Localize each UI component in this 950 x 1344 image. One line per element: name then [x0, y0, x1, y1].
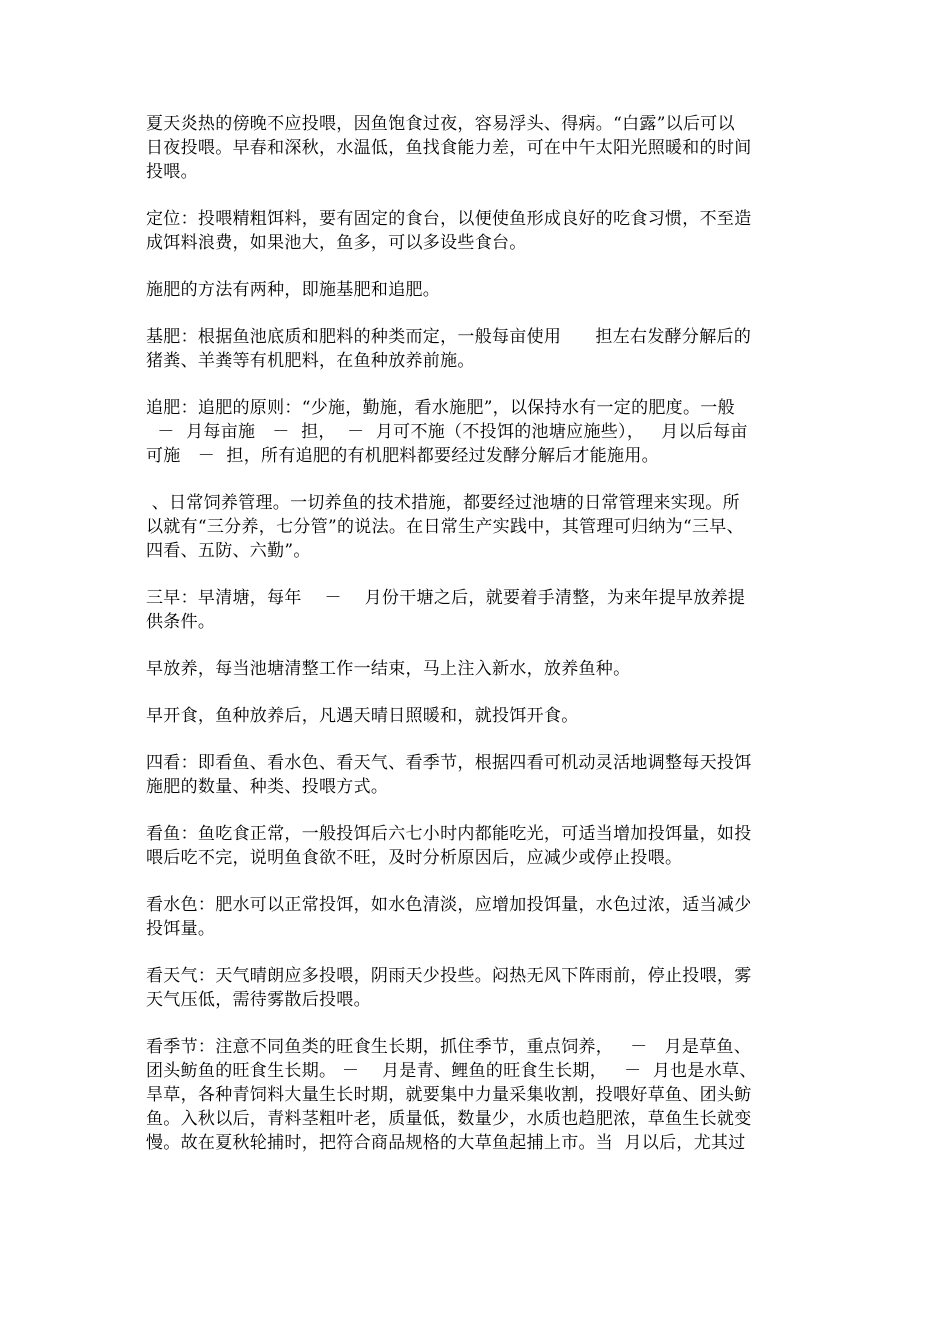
text-line: 成饵料浪费，如果池大，鱼多，可以多设些食台。	[146, 233, 527, 253]
paragraph	[146, 396, 808, 468]
text-line: 基肥：根据鱼池底质和肥料的种类而定，一般每亩使用 担左右发酵分解后的	[146, 327, 752, 347]
paragraph	[146, 491, 808, 563]
text-line: 天气压低，需待雾散后投喂。	[146, 990, 371, 1010]
text-line: 看天气：天气晴朗应多投喂，阴雨天少投些。闷热无风下阵雨前，停止投喂，雾	[146, 966, 752, 986]
text-line: 夏天炎热的傍晚不应投喂，因鱼饱食过夜，容易浮头、得病。“白露”以后可以	[146, 114, 735, 134]
document-page	[146, 112, 808, 1178]
text-line: 投饵量。	[146, 919, 216, 939]
text-line: 可施 － 担，所有追肥的有机肥料都要经过发酵分解后才能施用。	[146, 446, 659, 466]
text-line: 四看、五防、六勤”。	[146, 541, 311, 561]
paragraph	[146, 586, 808, 634]
text-line: 以就有“三分养，七分管”的说法。在日常生产实践中，其管理可归纳为“三早、	[146, 517, 744, 537]
paragraph	[146, 207, 808, 255]
text-line: 看水色：肥水可以正常投饵，如水色清淡，应增加投饵量，水色过浓，适当减少	[146, 895, 752, 915]
text-line: 鱼。入秋以后，青料茎粗叶老，质量低，数量少，水质也趋肥浓，草鱼生长就变	[146, 1109, 752, 1129]
text-line: 日夜投喂。早春和深秋，水温低，鱼找食能力差，可在中午太阳光照暖和的时间	[146, 138, 752, 158]
text-line: 猪粪、羊粪等有机肥料，在鱼种放养前施。	[146, 351, 475, 371]
text-line: 早开食，鱼种放养后，凡遇天晴日照暖和，就投饵开食。	[146, 706, 579, 726]
text-line: 旱草，各种青饲料大量生长时期，就要集中力量采集收割，投喂好草鱼、团头鲂	[146, 1085, 752, 1105]
text-line: 定位：投喂精粗饵料，要有固定的食台，以便使鱼形成良好的吃食习惯，不至造	[146, 209, 752, 229]
text-line: 追肥：追肥的原则：“少施，勤施，看水施肥”，以保持水有一定的肥度。一般	[146, 398, 735, 418]
text-line: 施肥的方法有两种，即施基肥和追肥。	[146, 280, 441, 300]
text-line: 投喂。	[146, 162, 198, 182]
paragraph	[146, 822, 808, 870]
text-line: 三早：早清塘，每年 － 月份干塘之后，就要着手清整，为来年提早放养提	[146, 588, 746, 608]
text-line: － 月每亩施 － 担， － 月可不施（不投饵的池塘应施些）， 月以后每亩	[146, 422, 748, 442]
paragraph	[146, 751, 808, 799]
paragraph	[146, 112, 808, 184]
text-line: 施肥的数量、种类、投喂方式。	[146, 777, 389, 797]
paragraph	[146, 704, 808, 728]
paragraph	[146, 964, 808, 1012]
text-line: 看季节：注意不同鱼类的旺食生长期，抓住季节，重点饲养， － 月是草鱼、	[146, 1037, 752, 1057]
text-line: 看鱼：鱼吃食正常，一般投饵后六七小时内都能吃光，可适当增加投饵量，如投	[146, 824, 752, 844]
paragraph	[146, 657, 808, 681]
text-line: 四看：即看鱼、看水色、看天气、看季节，根据四看可机动灵活地调整每天投饵	[146, 753, 752, 773]
text-line: 供条件。	[146, 612, 216, 632]
text-line: 喂后吃不完，说明鱼食欲不旺，及时分析原因后，应减少或停止投喂。	[146, 848, 683, 868]
paragraph	[146, 278, 808, 302]
text-line: 、日常饲养管理。一切养鱼的技术措施，都要经过池塘的日常管理来实现。所	[146, 493, 740, 513]
paragraph	[146, 325, 808, 373]
paragraph	[146, 893, 808, 941]
text-line: 团头鲂鱼的旺食生长期。 － 月是青、鲤鱼的旺食生长期， － 月也是水草、	[146, 1061, 757, 1081]
text-line: 早放养，每当池塘清整工作一结束，马上注入新水，放养鱼种。	[146, 659, 631, 679]
text-line: 慢。故在夏秋轮捕时，把符合商品规格的大草鱼起捕上市。当 月以后，尤其过	[146, 1133, 746, 1153]
paragraph	[146, 1035, 808, 1155]
